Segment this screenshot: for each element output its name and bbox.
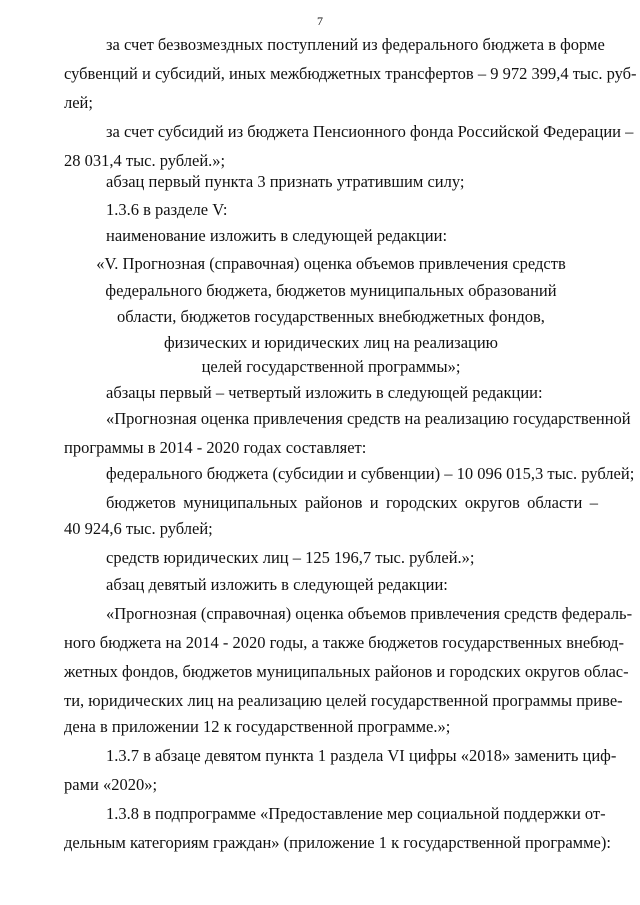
text-line: абзац первый пункта 3 признать утратившим силу;: [106, 172, 465, 191]
text-line: средств юридических лиц – 125 196,7 тыс. рублей.»;: [106, 548, 475, 567]
text-line: «Прогнозная оценка привлечения средств на реализацию государственной: [106, 409, 631, 428]
text-line: за счет безвозмездных поступлений из федерального бюджета в форме: [106, 35, 605, 54]
text-line: 40 924,6 тыс. рублей;: [64, 519, 213, 538]
text-line: наименование изложить в следующей редакции:: [106, 226, 448, 245]
text-line: бюджетов муниципальных районов и городских округов области –: [106, 493, 598, 512]
text-line: программы в 2014 - 2020 годах составляет:: [64, 438, 367, 457]
text-line: ного бюджета на 2014 - 2020 годы, а также бюджетов государственных внебюд-: [64, 633, 624, 652]
text-line: 28 031,4 тыс. рублей.»;: [64, 151, 226, 170]
text-line: «Прогнозная (справочная) оценка объемов привлечения средств федераль-: [106, 604, 633, 623]
section-title-line: целей государственной программы»;: [201, 357, 461, 376]
text-line: рами «2020»;: [64, 775, 158, 794]
section-title-line: федерального бюджета, бюджетов муниципальных образований: [105, 281, 557, 300]
page-number: 7: [317, 14, 323, 28]
section-title-line: «V. Прогнозная (справочная) оценка объемов привлечения средств: [96, 254, 566, 273]
section-title-line: области, бюджетов государственных внебюджетных фондов,: [117, 307, 545, 326]
text-line: за счет субсидий из бюджета Пенсионного фонда Российской Федерации –: [106, 122, 634, 141]
text-line: субвенций и субсидий, иных межбюджетных трансфертов – 9 972 399,4 тыс. руб-: [64, 64, 637, 83]
text-line: ти, юридических лиц на реализацию целей государственной программы приве-: [64, 691, 623, 710]
text-line: 1.3.8 в подпрограмме «Предоставление мер социальной поддержки от-: [106, 804, 606, 823]
text-line: абзац девятый изложить в следующей редакции:: [106, 575, 448, 594]
text-line: федерального бюджета (субсидии и субвенции) – 10 096 015,3 тыс. рублей;: [106, 464, 635, 483]
text-line: жетных фондов, бюджетов муниципальных районов и городских округов облас-: [64, 662, 629, 681]
section-title-line: физических и юридических лиц на реализацию: [163, 333, 499, 352]
text-line: 1.3.7 в абзаце девятом пункта 1 раздела VI цифры «2018» заменить циф-: [106, 746, 617, 765]
text-line: 1.3.6 в разделе V:: [106, 200, 228, 219]
text-line: лей;: [64, 93, 93, 112]
text-line: дена в приложении 12 к государственной программе.»;: [64, 717, 451, 736]
text-line: дельным категориям граждан» (приложение 1 к государственной программе):: [64, 833, 611, 852]
text-line: абзацы первый – четвертый изложить в следующей редакции:: [106, 383, 543, 402]
